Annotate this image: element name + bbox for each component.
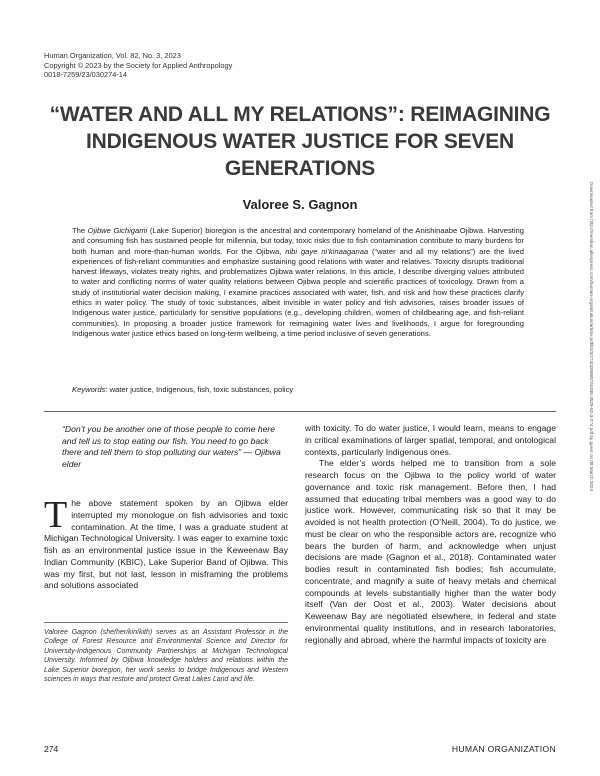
epigraph-attribution: — Ojibwa elder (62, 447, 281, 470)
footnote-divider (44, 622, 288, 623)
body-column-right (305, 423, 556, 646)
keywords-text: : water justice, Indigenous, fish, toxic substances, policy (105, 385, 294, 394)
title-line: GENERATIONS (224, 157, 376, 180)
title-line: “WATER AND ALL MY RELATIONS”: REIMAGINING (49, 103, 551, 126)
journal-meta (44, 51, 232, 80)
paragraph-text: he above statement spoken by an Ojibwa elder interrupted my monologue on fish advisories and toxic contamination. At the time, I was a graduate student at Michigan Technological University. I was eager to examine toxic fish as an environmental justice issue in the Keweenaw Bay Indian Community (KBIC), Lake Superior Band of Ojibwa. This was my first, but not last, lesson in misframing the problems and solutions associated (44, 498, 288, 591)
keywords (72, 385, 524, 394)
author-name: Valoree S. Gagnon (242, 197, 358, 212)
body-paragraph: with toxicity. To do water justice, I would learn, means to engage in critical examinations of larger spatial, temporal, and ontological contexts, particularly Indigenous ones. (305, 423, 556, 457)
body-paragraph: The elder’s words helped me to transition from a sole research focus on the Ojibwa to the policy world of water governance and toxic risk management. Before then, I had assumed that educating tribal members was a good way to do justice work. However, communicating risk so that it may be avoided is not health protection (O’Neill, 2004). To do justice, we must be clear on who the responsible actors are, recognize who bears the burden of harm, and acknowledge when unjust decisions are made (Gagnon et al., 2018). Contaminated water bodies result in contaminated fish bodies; fish accumulate, concentrate, and magnify a suite of heavy metals and chemical compounds at levels substantially higher than the water body itself (Van der Oost et al., 2003). Water decisions about Keweenaw Bay are negotiated elsewhere, in federal and state environmental quality institutions, and in research laboratories, regionally and abroad, where the harmful impacts of toxicity are (305, 458, 556, 645)
copyright-line: Copyright © 2023 by the Society for Applied Anthropology (44, 60, 233, 70)
section-divider (44, 411, 556, 412)
keywords-label: Keywords (72, 385, 106, 394)
title-line: INDIGENOUS WATER JUSTICE FOR SEVEN (85, 130, 515, 153)
article-title (40, 101, 560, 182)
drop-cap: T (44, 494, 68, 536)
journal-citation: Human Organization, Vol. 82, No. 3, 2023 (44, 51, 181, 60)
abstract-text: (“water and all my relations”) are the lived experiences of fish-reliant communities and emphasize sustaining good relations with water and relatives. Toxicity disrupts traditional harvest lifeways, violates treaty rights, and problematizes Ojibwa water relations. In this article, I describe diverging values attributed to water and conflicting norms of water quality relations between Ojibwa people and scientific practices of toxicology. Drawn from a study of institutional water decision making, I examine practices associated with water, fish, and risk and how these practices clarify ethics in water policy. The study of toxic substances, albeit invisible in water policy and fish advisories, raises broader issues of Indigenous water justice, particularly for sensitive populations (e.g., developing children, women of childbearing age, and fish-reliant communities). In proposing a broader justice framework for reimagining water lives and livelihoods, I argue for foregrounding Indigenous water justice ethics based on long-term wellbeing, a time period inclusive of seven generations. (72, 246, 524, 338)
abstract (72, 226, 524, 339)
abstract-text: The (72, 226, 88, 235)
body-paragraph (44, 494, 288, 592)
issn-line: 0018-7259/23/030274-14 (44, 70, 128, 80)
running-footer: HUMAN ORGANIZATION (451, 744, 556, 754)
epigraph (62, 424, 286, 471)
body-column-left (44, 494, 288, 592)
page-number: 274 (44, 744, 59, 754)
download-watermark: Downloaded from http://meridian.allenpress.com/human-organization/article-pdf/82/3/274/3268887/i1938-3525-82-3-274.pdf by guest on 08 March 2024 (589, 182, 594, 491)
author-footnote: Valoree Gagnon (she/her/kin/kith) serves as an Assistant Professor in the College of Forest Resource and Environmental Science and Director for University-Indigenous Community Partnerships at Michigan Technological University. Informed by Ojibwa knowledge holders and relations within the Lake Superior bioregion, her work seeks to bridge Indigenous and Western sciences in ways that restore and protect Great Lakes Land and life. (44, 629, 288, 684)
epigraph-quote: “Don’t you be another one of those people to come here and tell us to stop eating our fish. You need to go back there and tell them to stop polluting our waters” (62, 424, 276, 458)
abstract-term: Ojibwe Gichigami (87, 226, 148, 235)
abstract-text: (Lake Superior) bioregion is the ancestral and contemporary homeland of the Anishinaabe Ojibwa. Harvesting and consuming fish has sustained people for millennia, but today, toxic risks due to fish contamination contribute to many burdens for both human and more-than-human worlds. For the Ojibwa, (72, 226, 524, 256)
abstract-term: nibi gaye ni’kinaaganaa (285, 246, 369, 256)
